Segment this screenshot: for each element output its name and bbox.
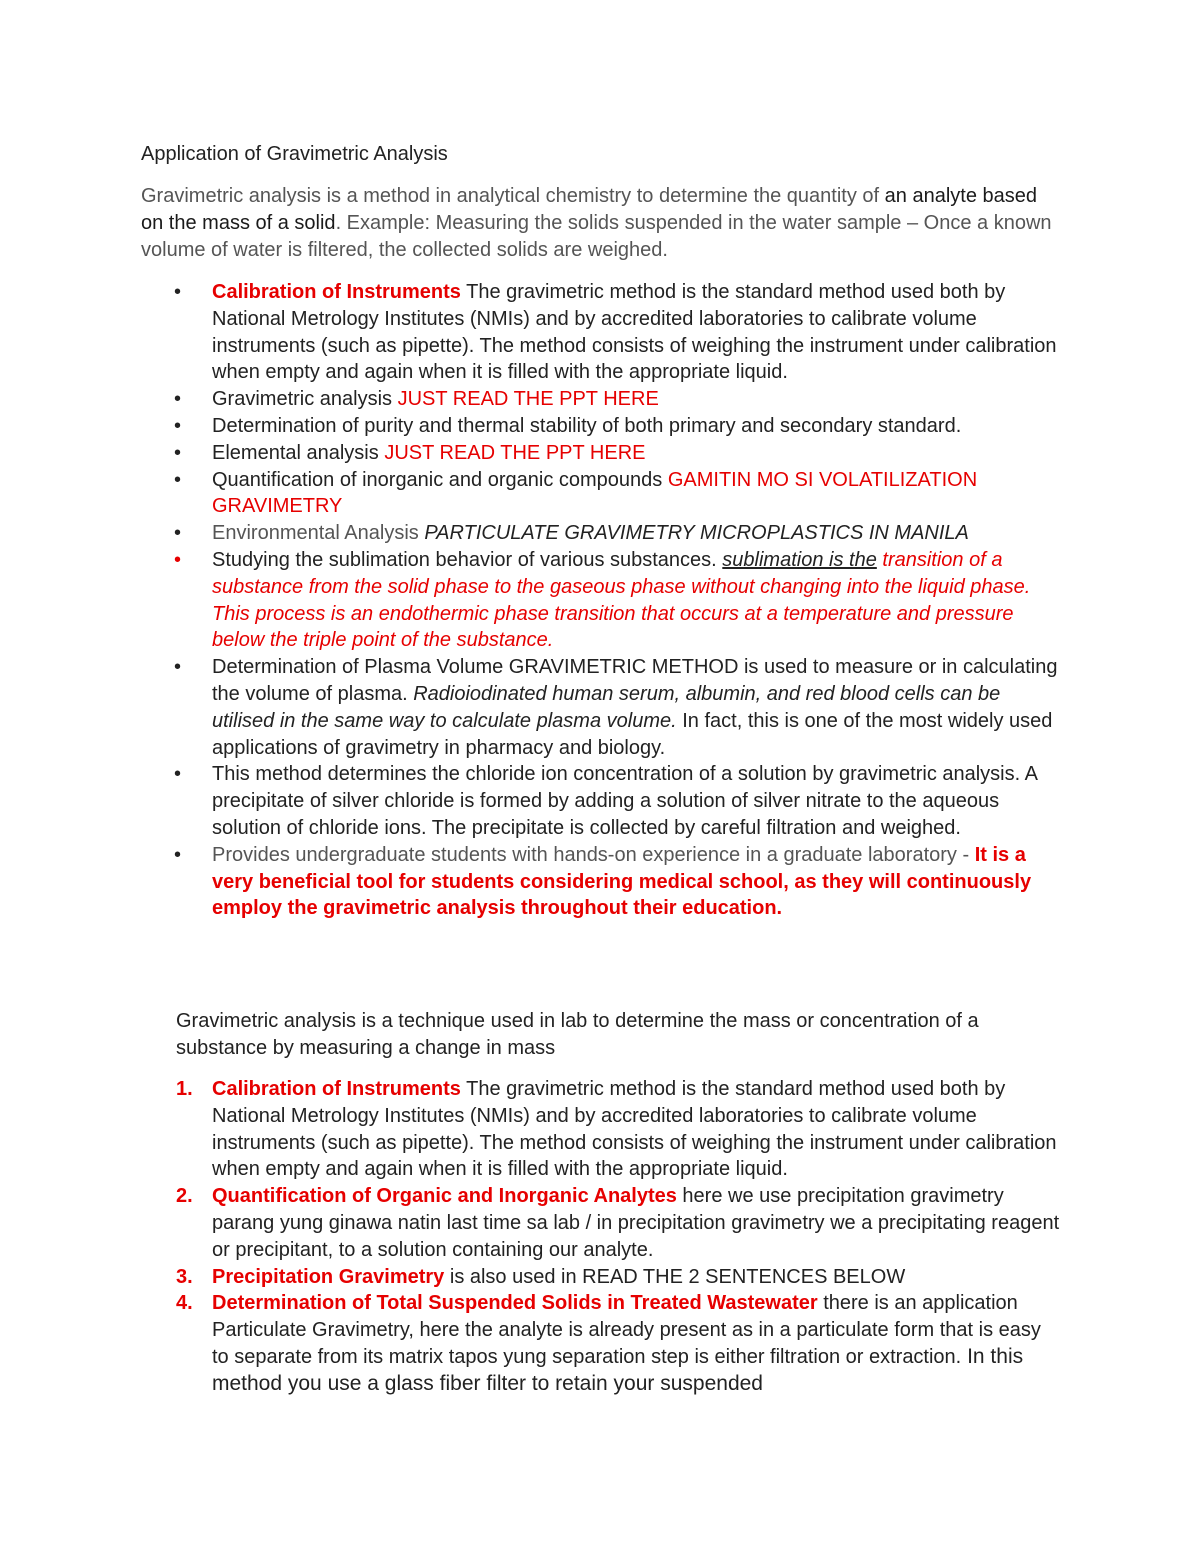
bullet-icon: • [174, 548, 182, 571]
bullet-text: Gravimetric analysis [212, 388, 398, 411]
bullet-list [141, 279, 1061, 922]
bullet-icon: • [174, 414, 182, 437]
item-text: there is an application Particulate Gravimetry, here the analyte is already present as in a particulate form that is easy to separate from its matrix tapos yung separation step is either filtration or extraction. [212, 1292, 1041, 1368]
bullet-text: Determination of purity and thermal stability of both primary and secondary standard. [212, 414, 962, 437]
item-heading: Calibration of Instruments [212, 1078, 461, 1100]
bullet-text: The gravimetric method is the standard method used both by National Metrology Institutes (NMIs) and by accredited laboratories to calibrate volume instruments (such as pipette). The method consists of weighing the instrument under calibration when empty and again when it is filled with the appropriate liquid. [212, 281, 1057, 384]
item-number: 3. [176, 1265, 193, 1288]
bullet-text: Determination of Plasma Volume GRAVIMETRIC METHOD is used to measure or in calculating the volume of plasma. [212, 656, 1058, 705]
bullet-note: JUST READ THE PPT HERE [397, 388, 659, 411]
bullet-icon: • [174, 441, 182, 464]
bullet-item-quantification [141, 467, 1061, 521]
numbered-item-quantification [141, 1183, 1061, 1263]
item-text: The gravimetric method is the standard method used both by National Metrology Institutes (NMIs) and by accredited laboratories to calibrate volume instruments (such as pipette). The method consists of weighing the instrument under calibration when empty and again when it is filled with the appropriate liquid. [212, 1078, 1057, 1181]
bullet-text: Environmental Analysis [212, 522, 425, 545]
intro-paragraph [141, 183, 1061, 263]
item-number: 2. [176, 1185, 193, 1208]
bullet-icon: • [174, 468, 182, 491]
numbered-item-suspended-solids [141, 1290, 1061, 1397]
item-text: here we use precipitation gravimetry parang yung ginawa natin last time sa lab / in precipitation gravimetry we a precipitating reagent or precipitant, to a solution containing our analyte. [212, 1185, 1060, 1261]
bullet-icon: • [174, 522, 182, 545]
bullet-item-chloride [141, 761, 1061, 841]
bullet-icon: • [174, 281, 182, 303]
bullet-text-2: In fact, this is one of the most widely used applications of gravimetry in pharmacy and biology. [212, 709, 1053, 759]
bullet-icon: • [174, 763, 182, 786]
bullet-note: JUST READ THE PPT HERE [384, 441, 646, 464]
bullet-text: Elemental analysis [212, 441, 385, 464]
numbered-item-precipitation [141, 1264, 1061, 1291]
bullet-note: GAMITIN MO SI VOLATILIZATION GRAVIMETRY [212, 468, 978, 518]
intro-part-3: . Example: Measuring the solids suspended in the water sample – Once a known volume of water is filtered, the collected solids are weighed. [141, 211, 1052, 261]
bullet-note: transition of a substance from the solid phase to the gaseous phase without changing into the liquid phase. This process is an endothermic phase transition that occurs at a temperature and pressure below the triple point of the substance. [212, 548, 1031, 652]
second-intro-paragraph: Gravimetric analysis is a technique used in lab to determine the mass or concentration of a substance by measuring a change in mass [176, 1010, 979, 1059]
item-heading: Determination of Total Suspended Solids in Treated Wastewater [212, 1292, 818, 1315]
item-text-2: In this method you use a glass fiber filter to retain your suspended [212, 1344, 1024, 1395]
numbered-list [141, 1076, 1061, 1398]
bullet-icon: • [174, 388, 182, 411]
numbered-item-calibration [141, 1076, 1061, 1183]
intro-part-2: an analyte based on the mass of a solid [141, 185, 1037, 234]
intro-part-1: Gravimetric analysis is a method in analytical chemistry to determine the quantity of [141, 185, 885, 207]
bullet-text: Quantification of inorganic and organic compounds [212, 468, 668, 491]
item-heading: Quantification of Organic and Inorganic Analytes [212, 1185, 677, 1208]
bullet-item-plasma-volume [141, 654, 1061, 761]
bullet-heading: Calibration of Instruments [212, 281, 461, 303]
bullet-item-purity [141, 413, 1061, 440]
bullet-icon: • [174, 843, 182, 866]
item-number: 4. [176, 1292, 193, 1315]
bullet-text: Provides undergraduate students with hands-on experience in a graduate laboratory - [212, 843, 975, 866]
bullet-underlined: sublimation is the [722, 548, 877, 571]
item-heading: Precipitation Gravimetry [212, 1265, 445, 1288]
item-number: 1. [176, 1078, 193, 1100]
item-text: is also used in READ THE 2 SENTENCES BELOW [444, 1265, 906, 1288]
bullet-item-environmental [141, 520, 1061, 547]
bullet-note: It is a very beneficial tool for students considering medical school, as they will continuously employ the gravimetric analysis throughout their education. [212, 843, 1032, 920]
bullet-item-students [141, 842, 1061, 922]
bullet-text: Studying the sublimation behavior of various substances. [212, 548, 723, 571]
bullet-item-elemental [141, 440, 1061, 467]
bullet-item-gravimetric-analysis [141, 386, 1061, 413]
bullet-item-sublimation [141, 547, 1061, 654]
bullet-item-calibration [141, 279, 1061, 386]
bullet-note: PARTICULATE GRAVIMETRY MICROPLASTICS IN MANILA [424, 522, 969, 545]
bullet-italic: Radioiodinated human serum, albumin, and red blood cells can be utilised in the same way to calculate plasma volume. [212, 682, 1001, 732]
bullet-icon: • [174, 656, 182, 679]
document-title: Application of Gravimetric Analysis [141, 143, 448, 165]
bullet-text: This method determines the chloride ion concentration of a solution by gravimetric analysis. A precipitate of silver chloride is formed by adding a solution of silver nitrate to the aqueous solution of chloride ions. The precipitate is collected by careful filtration and weighed. [212, 763, 1037, 839]
